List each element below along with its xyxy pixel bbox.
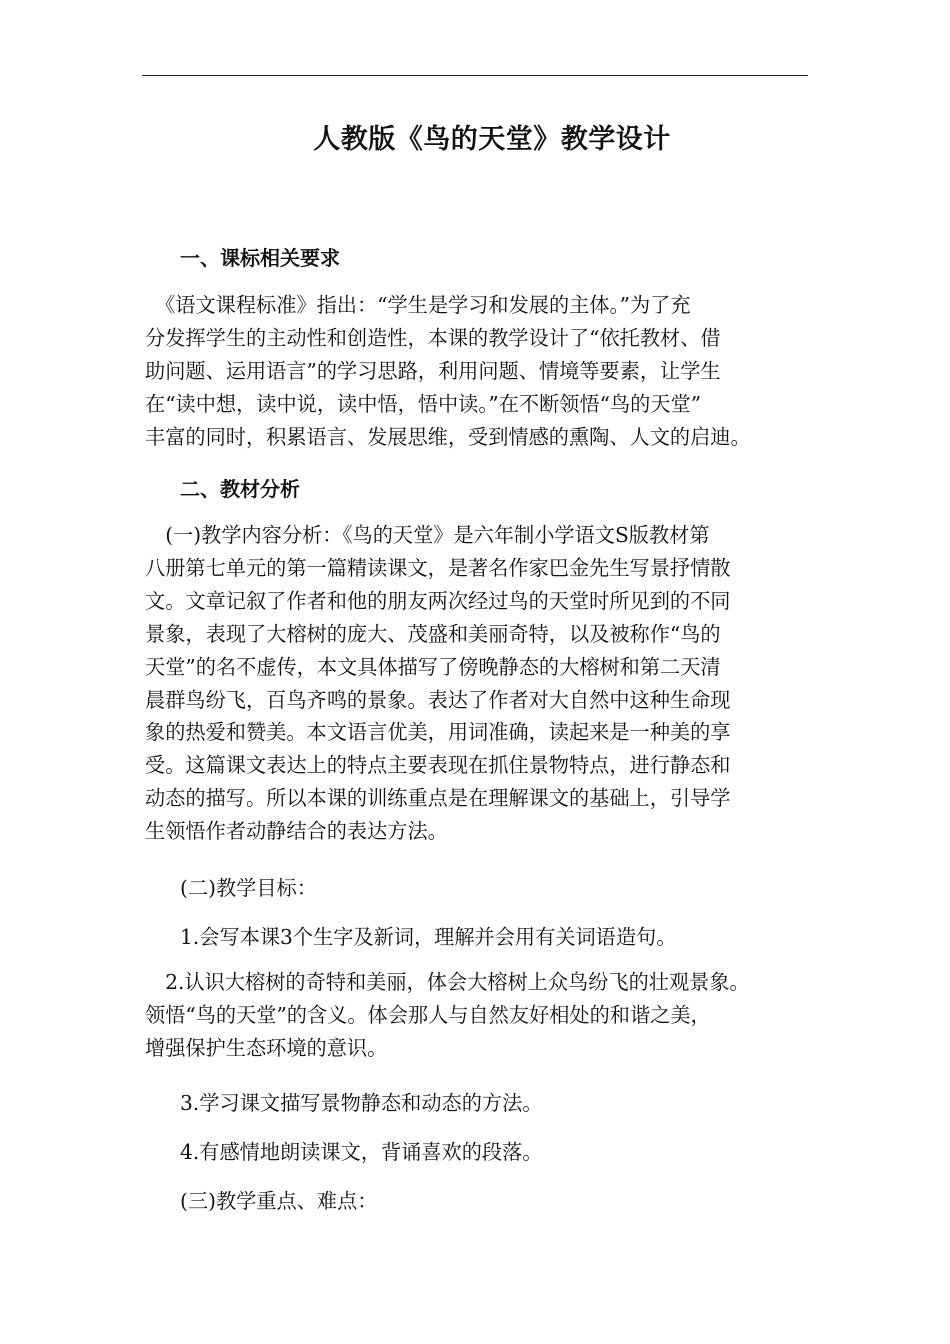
paragraph-line: 《语文课程标准》指出：“学生是学习和发展的主体。”为了充 — [145, 293, 691, 317]
header-rule — [142, 75, 808, 76]
paragraph-line: 景象，表现了大榕树的庞大、茂盛和美丽奇特，以及被称作“鸟的 — [145, 621, 721, 646]
paragraph-line: 文。文章记叙了作者和他的朋友两次经过鸟的天堂时所见到的不同 — [145, 588, 731, 613]
key-points-heading: (三)教学重点、难点： — [180, 1189, 378, 1213]
paragraph-line: 助问题、运用语言”的学习思路，利用问题、情境等要素，让学生 — [145, 358, 721, 383]
document-title: 人教版《鸟的天堂》教学设计 — [313, 124, 671, 155]
paragraph-line: 丰富的同时，积累语言、发展思维，受到情感的熏陶、人文的启迪。 — [145, 424, 751, 449]
goal-item-3: 3.学习课文描写景物静态和动态的方法。 — [180, 1091, 543, 1115]
goal-item-2 — [145, 966, 835, 1065]
paragraph-line: 八册第七单元的第一篇精读课文，是著名作家巴金先生写景抒情散 — [145, 555, 731, 580]
section-heading-standards: 一、课标相关要求 — [180, 246, 340, 270]
goal-item-4: 4.有感情地朗读课文，背诵喜欢的段落。 — [180, 1140, 543, 1164]
paragraph-line: 在“读中想，读中说，读中悟，悟中读。”在不断领悟“鸟的天堂” — [145, 391, 702, 416]
section-heading-analysis: 二、教材分析 — [180, 477, 300, 501]
paragraph-line: 2.认识大榕树的奇特和美丽，体会大榕树上众鸟纷飞的壮观景象。 — [145, 970, 750, 994]
paragraph-line: 动态的描写。所以本课的训练重点是在理解课文的基础上，引导学 — [145, 786, 731, 811]
paragraph-line: 领悟“鸟的天堂”的含义。体会那人与自然友好相处的和谐之美， — [145, 1002, 711, 1027]
paragraph-line: 象的热爱和赞美。本文语言优美，用词准确，读起来是一种美的享 — [145, 720, 731, 745]
paragraph-line: 晨群鸟纷飞，百鸟齐鸣的景象。表达了作者对大自然中这种生命现 — [145, 687, 731, 712]
paragraph-line: 分发挥学生的主动性和创造性，本课的教学设计了“依托教材、借 — [145, 325, 721, 350]
standards-paragraph — [145, 289, 835, 454]
goal-item-1: 1.会写本课3个生字及新词，理解并会用有关词语造句。 — [180, 925, 677, 949]
goals-heading: (二)教学目标： — [180, 876, 317, 900]
paragraph-line: 生领悟作者动静结合的表达方法。 — [145, 819, 448, 844]
paragraph-line: (一)教学内容分析：《鸟的天堂》是六年制小学语文S版教材第 — [145, 523, 710, 547]
paragraph-line: 增强保护生态环境的意识。 — [145, 1035, 388, 1060]
content-analysis-paragraph — [145, 519, 835, 848]
paragraph-line: 受。这篇课文表达上的特点主要表现在抓住景物特点，进行静态和 — [145, 753, 731, 778]
paragraph-line: 天堂”的名不虚传，本文具体描写了傍晚静态的大榕树和第二天清 — [145, 654, 721, 679]
